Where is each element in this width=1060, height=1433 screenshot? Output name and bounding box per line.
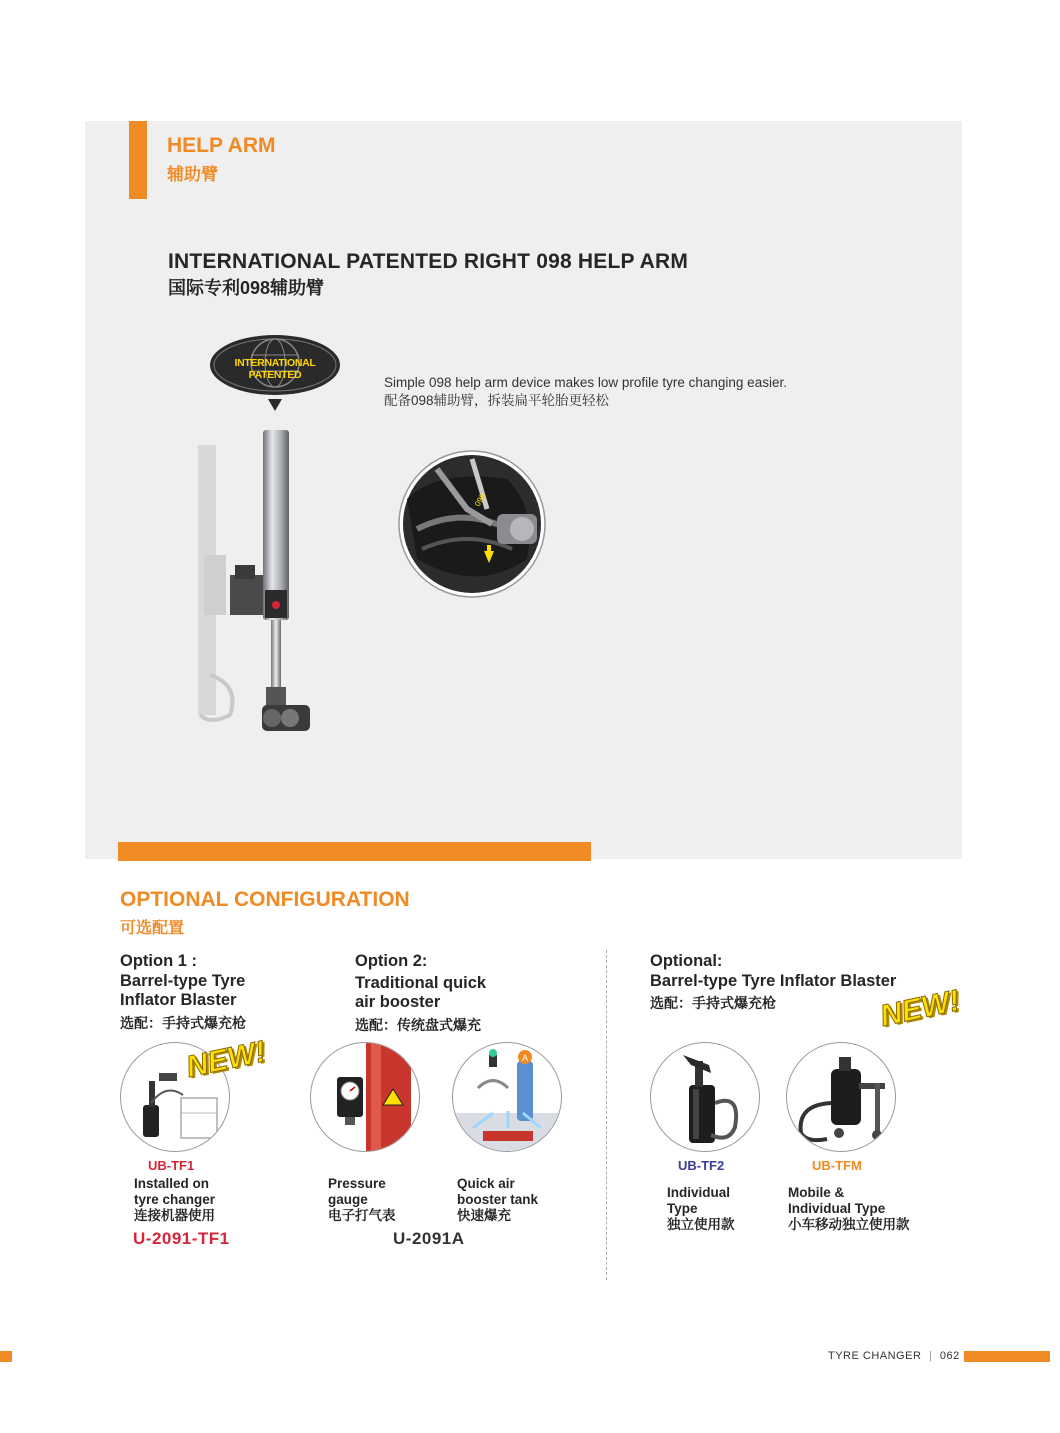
option3-line1: Optional: bbox=[650, 952, 723, 970]
help-arm-image bbox=[190, 425, 320, 735]
option3-mobile-caption-2: Individual Type bbox=[788, 1201, 886, 1216]
help-arm-description bbox=[384, 374, 787, 410]
option2-booster-caption-2: booster tank bbox=[457, 1192, 539, 1207]
option3-individual-code: UB-TF2 bbox=[678, 1158, 725, 1173]
help-arm-title: HELP ARM bbox=[167, 134, 276, 157]
footer-accent-right bbox=[964, 1351, 1050, 1362]
option1-caption-2: tyre changer bbox=[134, 1192, 216, 1207]
option3-individual-caption bbox=[667, 1185, 735, 1233]
footer-section: TYRE CHANGER bbox=[828, 1350, 922, 1362]
patent-badge bbox=[208, 333, 342, 413]
option1-new-badge: NEW! bbox=[183, 1035, 269, 1084]
option1-line1: Option 1 : bbox=[120, 952, 197, 970]
option3-new-badge: NEW! bbox=[877, 984, 963, 1033]
option1-heading bbox=[120, 952, 245, 1011]
option1-caption-1: Installed on bbox=[134, 1176, 210, 1191]
option2-gauge-caption bbox=[328, 1176, 396, 1224]
section-divider-bar bbox=[118, 842, 591, 861]
help-arm-desc-cn: 配备098辅助臂，拆装扁平轮胎更轻松 bbox=[384, 393, 610, 408]
option3-cn: 选配：手持式爆充枪 bbox=[650, 995, 776, 1011]
option2-line3: air booster bbox=[355, 993, 441, 1011]
option3-individual-caption-cn: 独立使用款 bbox=[667, 1217, 735, 1232]
column-divider bbox=[606, 950, 607, 1280]
optional-config-title: OPTIONAL CONFIGURATION bbox=[120, 888, 410, 911]
help-arm-title-cn: 辅助臂 bbox=[167, 165, 218, 184]
patent-badge-text: INTERNATIONAL PATENTED bbox=[234, 357, 316, 381]
option2-gauge-caption-cn: 电子打气表 bbox=[328, 1208, 396, 1223]
option2-cn: 选配：传统盘式爆充 bbox=[355, 1017, 481, 1033]
option3-mobile-caption-cn: 小车移动独立使用款 bbox=[788, 1217, 910, 1232]
option1-code: UB-TF1 bbox=[148, 1158, 195, 1173]
option2-model: U-2091A bbox=[393, 1229, 465, 1248]
option3-line2: Barrel-type Tyre Inflator Blaster bbox=[650, 971, 897, 990]
page-number: 062 bbox=[939, 1350, 960, 1362]
option3-mobile-code: UB-TFM bbox=[812, 1158, 862, 1173]
option2-booster-caption-1: Quick air bbox=[457, 1176, 515, 1191]
option1-caption-cn: 连接机器使用 bbox=[134, 1208, 215, 1223]
section-accent-bar bbox=[129, 121, 147, 199]
option3-mobile-caption-1: Mobile & bbox=[788, 1185, 845, 1200]
footer-separator: | bbox=[928, 1350, 933, 1362]
footer-label bbox=[828, 1350, 960, 1362]
option2-line2: Traditional quick bbox=[355, 973, 487, 992]
optional-config-title-cn: 可选配置 bbox=[120, 920, 185, 937]
patent-heading: INTERNATIONAL PATENTED RIGHT 098 HELP ARM bbox=[168, 250, 689, 273]
option3-individual-caption-1: Individual bbox=[667, 1185, 731, 1200]
footer-accent-left bbox=[0, 1351, 12, 1362]
option1-caption bbox=[134, 1176, 215, 1224]
option2-booster-image bbox=[452, 1042, 562, 1152]
option3-heading bbox=[650, 952, 896, 991]
option2-line1: Option 2: bbox=[355, 952, 428, 970]
patent-heading-cn: 国际专利098辅助臂 bbox=[168, 278, 325, 298]
option1-model: U-2091-TF1 bbox=[133, 1229, 230, 1248]
option2-gauge-caption-2: gauge bbox=[328, 1192, 368, 1207]
option2-heading bbox=[355, 952, 486, 1013]
option1-line2: Barrel-type Tyre bbox=[120, 971, 246, 990]
option1-line3: Inflator Blaster bbox=[120, 991, 237, 1009]
option3-mobile-image bbox=[786, 1042, 896, 1152]
svg-text:098: 098 bbox=[472, 491, 488, 508]
option3-individual-image bbox=[650, 1042, 760, 1152]
svg-text:A: A bbox=[522, 1053, 529, 1063]
option1-cn: 选配：手持式爆充枪 bbox=[120, 1015, 246, 1031]
option3-individual-caption-2: Type bbox=[667, 1201, 698, 1216]
help-arm-desc-en: Simple 098 help arm device makes low profile tyre changing easier. bbox=[384, 375, 787, 390]
option2-gauge-image bbox=[310, 1042, 420, 1152]
help-arm-detail-image bbox=[397, 449, 547, 599]
option2-gauge-caption-1: Pressure bbox=[328, 1176, 386, 1191]
option2-booster-caption-cn: 快速爆充 bbox=[457, 1208, 511, 1223]
option3-mobile-caption bbox=[788, 1185, 910, 1233]
option2-booster-caption bbox=[457, 1176, 538, 1224]
